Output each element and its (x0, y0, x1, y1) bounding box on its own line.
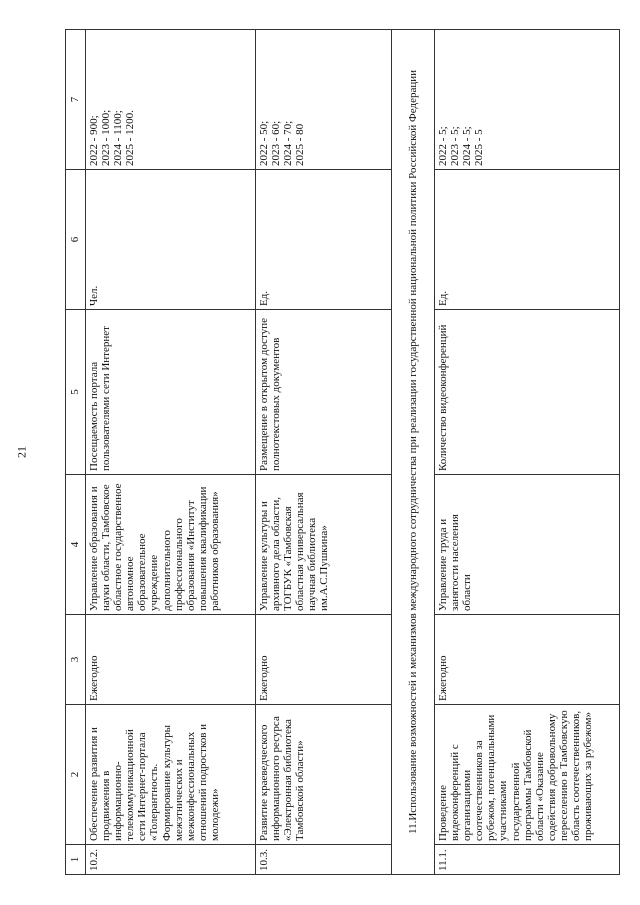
unit-cell: Ед. (435, 170, 620, 310)
rotated-table-container (65, 30, 620, 875)
values-cell: 2022 - 50; 2023 - 60; 2024 - 70; 2025 - 80 (256, 30, 392, 170)
table-row (256, 30, 392, 875)
executor-cell: Управление труда и занятости населения области (435, 475, 620, 615)
values-cell: 2022 - 900; 2023 - 1000; 2024 - 1100; 2025 - 1200. (86, 30, 256, 170)
period-cell: Ежегодно (435, 615, 620, 705)
indicator-cell: Размещение в открытом доступе полнотекстовых документов (256, 310, 392, 475)
column-number: 4 (66, 475, 86, 615)
table-row (435, 30, 620, 875)
table-row (86, 30, 256, 875)
section-heading-row (392, 30, 435, 875)
column-number: 7 (66, 30, 86, 170)
row-number: 10.3. (256, 845, 392, 875)
column-number-row (66, 30, 86, 875)
measure-cell: Развитие краеведческого информационного ресурса «Электронная библиотека Тамбовской области» (256, 705, 392, 845)
row-number: 11.1. (435, 845, 620, 875)
unit-cell: Ед. (256, 170, 392, 310)
column-number: 1 (66, 845, 86, 875)
indicator-cell: Посещаемость портала пользователями сети Интернет (86, 310, 256, 475)
period-cell: Ежегодно (86, 615, 256, 705)
measures-table (65, 29, 620, 875)
row-number: 10.2. (86, 845, 256, 875)
indicator-cell: Количество видеоконференций (435, 310, 620, 475)
executor-cell: Управление культуры и архивного дела области, ТОГБУК «Тамбовская областная универсальная научная библиотека им.А.С.Пушкина» (256, 475, 392, 615)
values-cell: 2022 - 5; 2023 - 5; 2024 - 5; 2025 - 5 (435, 30, 620, 170)
section-heading: 11.Использование возможностей и механизмов международного сотрудничества при реализации государственной национальной политики Российской Федерации (392, 30, 435, 875)
executor-cell: Управление образования и науки области, Тамбовское областное государственное автономное образовательное учреждение дополнительного профессионального образования «Институт повышения квалификации работников образования» (86, 475, 256, 615)
period-cell: Ежегодно (256, 615, 392, 705)
measure-cell: Обеспечение развития и продвижения в информационно-телекоммуникационной сети Интернет-портала «Толерантность. Формирование культуры межэтнических и межконфессиональных отношений подростков и молодежи» (86, 705, 256, 845)
column-number: 3 (66, 615, 86, 705)
page-number: 21 (14, 446, 29, 458)
measure-cell: Проведение видеоконференций с организациями соотечественников за рубежом, потенциальными участниками государственной программы Тамбовской области «Оказание содействия добровольному переселению в Тамбовскую область соотечественников, проживающих за рубежом» (435, 705, 620, 845)
column-number: 6 (66, 170, 86, 310)
column-number: 2 (66, 705, 86, 845)
unit-cell: Чел. (86, 170, 256, 310)
column-number: 5 (66, 310, 86, 475)
